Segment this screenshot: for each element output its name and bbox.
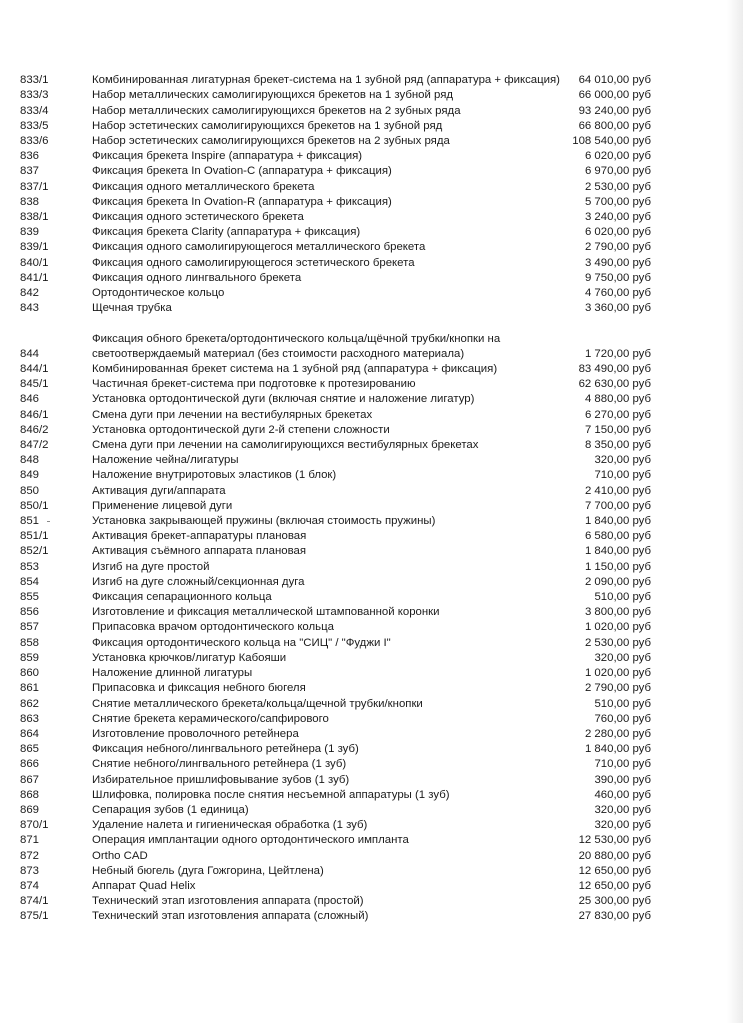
service-price: 1 720,00 руб [584, 347, 651, 360]
service-description: Фиксация обного брекета/ортодонтического кольца/щёчной трубки/кнопки на светоотверждаемый материал (без стоимости расходного материала) [92, 332, 501, 360]
table-row [20, 149, 660, 164]
table-row [20, 590, 660, 605]
table-row [20, 894, 660, 909]
service-price: 3 360,00 руб [584, 302, 651, 315]
service-price: 2 790,00 руб [584, 241, 651, 254]
table-row [20, 605, 660, 620]
service-code: 837/1 [20, 180, 49, 193]
table-row [20, 484, 660, 499]
service-code: 875/1 [20, 910, 49, 923]
service-price: 760,00 руб [594, 712, 651, 725]
service-code: 843 [20, 302, 40, 315]
service-code: 833/4 [20, 104, 49, 117]
table-row [20, 164, 660, 179]
service-code: 838 [20, 195, 40, 208]
service-description: Изгиб на дуге простой [92, 560, 210, 573]
service-description: Фиксация небного/лингвального ретейнера (1 зуб) [92, 743, 359, 756]
table-row [20, 499, 660, 514]
table-row [20, 803, 660, 818]
service-price: 66 000,00 руб [578, 89, 651, 102]
service-code: 833/6 [20, 135, 49, 147]
table-row [20, 681, 660, 696]
service-code: 870/1 [20, 819, 49, 832]
table-row [20, 134, 660, 149]
service-code: 866 [20, 758, 40, 771]
service-code: 856 [20, 606, 40, 619]
service-description: Щечная трубка [92, 302, 172, 315]
service-price: 62 630,00 руб [578, 378, 651, 391]
service-description: Частичная брекет-система при подготовке к протезированию [92, 378, 416, 391]
service-description: Сепарация зубов (1 единица) [92, 803, 249, 816]
service-description: Изготовление проволочного ретейнера [92, 727, 299, 740]
table-row [20, 271, 660, 286]
service-description: Аппарат Quad Helix [92, 879, 196, 892]
table-row [20, 453, 660, 468]
service-price: 2 410,00 руб [584, 484, 651, 497]
service-code: 851 [20, 515, 40, 528]
service-price: 2 090,00 руб [584, 575, 651, 588]
service-price: 6 970,00 руб [584, 165, 651, 178]
service-description: Установка ортодонтической дуги (включая снятие и наложение лигатур) [92, 393, 475, 406]
service-description: Набор металлических самолигирующихся брекетов на 1 зубной ряд [92, 89, 454, 102]
service-price: 320,00 руб [594, 651, 651, 664]
service-description: Технический этап изготовления аппарата (сложный) [92, 910, 369, 923]
service-code: 874/1 [20, 895, 49, 908]
service-price: 6 020,00 руб [584, 150, 651, 163]
service-description: Ортодонтическое кольцо [92, 287, 225, 300]
service-code: 844/1 [20, 363, 49, 376]
service-code: 864 [20, 727, 40, 740]
service-price: 64 010,00 руб [578, 74, 651, 87]
table-row [20, 256, 660, 271]
service-description: Установка ортодонтической дуги 2-й степени сложности [92, 423, 390, 436]
service-description: Изготовление и фиксация металлической штампованной коронки [92, 606, 440, 619]
service-description: Набор металлических самолигирующихся брекетов на 2 зубных ряда [92, 104, 461, 117]
service-description: Комбинированная брекет система на 1 зубной ряд (аппаратура + фиксация) [92, 363, 498, 376]
table-row [20, 712, 660, 727]
price-list-table [20, 58, 660, 925]
service-price: 6 580,00 руб [584, 530, 651, 543]
table-row [20, 316, 660, 362]
service-description: Установка закрывающей пружины (включая стоимость пружины) [92, 515, 436, 528]
service-description: Активация брекет-аппаратуры плановая [92, 530, 307, 543]
table-row [20, 301, 660, 316]
service-code: 867 [20, 773, 40, 786]
table-row [20, 773, 660, 788]
service-description: Установка крючков/лигатур Кабояши [92, 651, 287, 664]
table-row [20, 833, 660, 848]
table-row [20, 210, 660, 225]
table-row [20, 636, 660, 651]
table-row [20, 362, 660, 377]
service-code: 863 [20, 712, 40, 725]
service-description: Фиксация брекета Inspire (аппаратура + фиксация) [92, 150, 363, 163]
service-description: Активация дуги/аппарата [92, 484, 226, 497]
service-price: 710,00 руб [594, 469, 651, 482]
service-price: 1 840,00 руб [584, 515, 651, 528]
service-code: 862 [20, 697, 40, 710]
service-description: Удаление налета и гигиеническая обработка (1 зуб) [92, 819, 368, 832]
service-price: 6 020,00 руб [584, 226, 651, 239]
service-code: 869 [20, 803, 40, 816]
service-description: Снятие небного/лингвального ретейнера (1 зуб) [92, 758, 347, 771]
service-price: 12 530,00 руб [578, 834, 651, 847]
service-price: 9 750,00 руб [584, 271, 651, 284]
service-code: 865 [20, 743, 40, 756]
service-code: 839/1 [20, 241, 49, 254]
service-code: 860 [20, 667, 40, 680]
table-row [20, 529, 660, 544]
service-description: Фиксация одного самолигирующегося металлического брекета [92, 241, 426, 254]
service-code: 844 [20, 347, 40, 360]
service-price: 7 700,00 руб [584, 499, 651, 512]
service-price: 6 270,00 руб [584, 408, 651, 421]
table-row [20, 651, 660, 666]
table-row [20, 180, 660, 195]
table-row [20, 560, 660, 575]
service-code: 855 [20, 591, 40, 604]
table-row [20, 104, 660, 119]
table-row [20, 377, 660, 392]
service-price: 3 490,00 руб [584, 256, 651, 269]
service-price: 3 240,00 руб [584, 211, 651, 224]
service-description: Смена дуги при лечении на самолигирующихся вестибулярных брекетах [92, 439, 479, 452]
service-code: 845/1 [20, 378, 49, 391]
service-price: 710,00 руб [594, 758, 651, 771]
service-price: 4 760,00 руб [584, 287, 651, 300]
service-code: 858 [20, 636, 40, 649]
service-price: 12 650,00 руб [578, 864, 651, 877]
table-row [20, 468, 660, 483]
service-code: 839 [20, 226, 40, 239]
service-code: 849 [20, 469, 40, 482]
service-price: 320,00 руб [594, 803, 651, 816]
service-code: 833/5 [20, 119, 49, 132]
table-row [20, 864, 660, 879]
service-description: Фиксация одного самолигирующегося эстетического брекета [92, 256, 415, 269]
table-row [20, 392, 660, 407]
table-row [20, 88, 660, 103]
service-description: Снятие брекета керамического/сапфирового [92, 712, 329, 725]
service-description: Фиксация одного эстетического брекета [92, 211, 304, 224]
table-row [20, 909, 660, 924]
service-code: 852/1 [20, 545, 49, 558]
service-description: Фиксация ортодонтического кольца на "СИЦ" / "Фуджи I" [92, 636, 391, 649]
service-code: 868 [20, 788, 40, 801]
service-code: 838/1 [20, 211, 49, 224]
service-description: Небный бюгель (дуга Гожгорина, Цейтлена) [92, 864, 324, 877]
service-price: 93 240,00 руб [578, 104, 651, 117]
service-description: Снятие металлического брекета/кольца/щечной трубки/кнопки [92, 697, 423, 710]
table-row [20, 286, 660, 301]
service-code: 871 [20, 834, 40, 847]
service-code: 842 [20, 287, 40, 300]
service-code: 859 [20, 651, 40, 664]
page-edge-shadow [727, 0, 743, 1023]
service-code: 846/2 [20, 423, 49, 436]
table-row [20, 514, 660, 529]
service-code: 833/1 [20, 74, 49, 87]
service-code: 861 [20, 682, 40, 695]
service-description: Применение лицевой дуги [92, 499, 233, 512]
service-price: 27 830,00 руб [578, 910, 651, 923]
service-price: 66 800,00 руб [578, 119, 651, 132]
service-description: Фиксация одного металлического брекета [92, 180, 315, 193]
service-code: 840/1 [20, 256, 49, 269]
service-price: 2 280,00 руб [584, 727, 651, 740]
service-code: 853 [20, 560, 40, 573]
service-description: Шлифовка, полировка после снятия несъемной аппаратуры (1 зуб) [92, 788, 450, 801]
service-price: 1 020,00 руб [584, 621, 651, 634]
table-row [20, 742, 660, 757]
service-code: 833/3 [20, 89, 49, 102]
service-code: 841/1 [20, 271, 49, 284]
table-row [20, 727, 660, 742]
service-code: 837 [20, 165, 40, 178]
service-price: 108 540,00 руб [572, 135, 651, 147]
service-code: 848 [20, 454, 40, 467]
service-description: Активация съёмного аппарата плановая [92, 545, 306, 558]
table-row [20, 697, 660, 712]
service-code: 857 [20, 621, 40, 634]
service-code: 850/1 [20, 499, 49, 512]
service-description: Набор эстетических самолигирующихся брекетов на 1 зубной ряд [92, 119, 443, 132]
table-row [20, 438, 660, 453]
service-code: 836 [20, 150, 40, 163]
service-code: 851/1 [20, 530, 49, 543]
table-row [20, 195, 660, 210]
table-row [20, 408, 660, 423]
service-description: Наложение длинной лигатуры [92, 667, 253, 680]
service-price: 2 530,00 руб [584, 636, 651, 649]
table-row [20, 757, 660, 772]
service-code: 873 [20, 864, 40, 877]
service-price: 1 020,00 руб [584, 667, 651, 680]
service-price: 4 880,00 руб [584, 393, 651, 406]
service-code: 847/2 [20, 439, 49, 452]
service-price: 510,00 руб [594, 591, 651, 604]
service-price: 5 700,00 руб [584, 195, 651, 208]
table-row [20, 240, 660, 255]
service-code: 846 [20, 393, 40, 406]
table-row [20, 849, 660, 864]
service-description: Избирательное пришлифовывание зубов (1 зуб) [92, 773, 350, 786]
table-row [20, 544, 660, 559]
service-price: 2 790,00 руб [584, 682, 651, 695]
service-code: 874 [20, 879, 40, 892]
service-price: 7 150,00 руб [584, 423, 651, 436]
service-description: Фиксация брекета Clarity (аппаратура + фиксация) [92, 226, 361, 239]
service-price: 1 840,00 руб [584, 545, 651, 558]
service-price: 1 150,00 руб [584, 560, 651, 573]
table-row [20, 423, 660, 438]
service-price: 460,00 руб [594, 788, 651, 801]
service-description: Фиксация брекета In Ovation-C (аппаратура + фиксация) [92, 165, 392, 178]
table-row [20, 666, 660, 681]
table-row [20, 788, 660, 803]
service-description: Наложение чейна/лигатуры [92, 454, 239, 467]
service-description: Припасовка врачом ортодонтического кольца [92, 621, 334, 634]
service-description: Изгиб на дуге сложный/секционная дуга [92, 575, 305, 588]
service-code: 872 [20, 849, 40, 862]
service-code: 846/1 [20, 408, 49, 421]
service-price: 83 490,00 руб [578, 363, 651, 376]
service-description: Наложение внутриротовых эластиков (1 блок) [92, 469, 337, 482]
service-description: Комбинированная лигатурная брекет-система на 1 зубной ряд (аппаратура + фиксация) [92, 74, 560, 87]
service-description: Операция имплантации одного ортодонтического импланта [92, 834, 409, 847]
service-description: Набор эстетических самолигирующихся брекетов на 2 зубных ряда [92, 135, 450, 147]
service-price: 1 840,00 руб [584, 743, 651, 756]
table-row [20, 879, 660, 894]
service-price: 510,00 руб [594, 697, 651, 710]
service-description: Фиксация одного лингвального брекета [92, 271, 302, 284]
service-price: 25 300,00 руб [578, 895, 651, 908]
service-description: Смена дуги при лечении на вестибулярных брекетах [92, 408, 373, 421]
table-row [20, 119, 660, 134]
service-price: 12 650,00 руб [578, 879, 651, 892]
service-price: 320,00 руб [594, 454, 651, 467]
service-description: Припасовка и фиксация небного бюгеля [92, 682, 306, 695]
table-row [20, 818, 660, 833]
table-row [20, 575, 660, 590]
table-row [20, 225, 660, 240]
service-description: Технический этап изготовления аппарата (простой) [92, 895, 364, 908]
service-price: 8 350,00 руб [584, 439, 651, 452]
service-price: 390,00 руб [594, 773, 651, 786]
service-description: Фиксация сепарационного кольца [92, 591, 272, 604]
service-price: 2 530,00 руб [584, 180, 651, 193]
service-price: 320,00 руб [594, 819, 651, 832]
table-row [20, 58, 660, 88]
service-description: Ortho CAD [92, 849, 148, 862]
service-description: Фиксация брекета In Ovation-R (аппаратура + фиксация) [92, 195, 392, 208]
service-price: 20 880,00 руб [578, 849, 651, 862]
service-code: 854 [20, 575, 40, 588]
service-code: 850 [20, 484, 40, 497]
service-price: 3 800,00 руб [584, 606, 651, 619]
table-row [20, 620, 660, 635]
